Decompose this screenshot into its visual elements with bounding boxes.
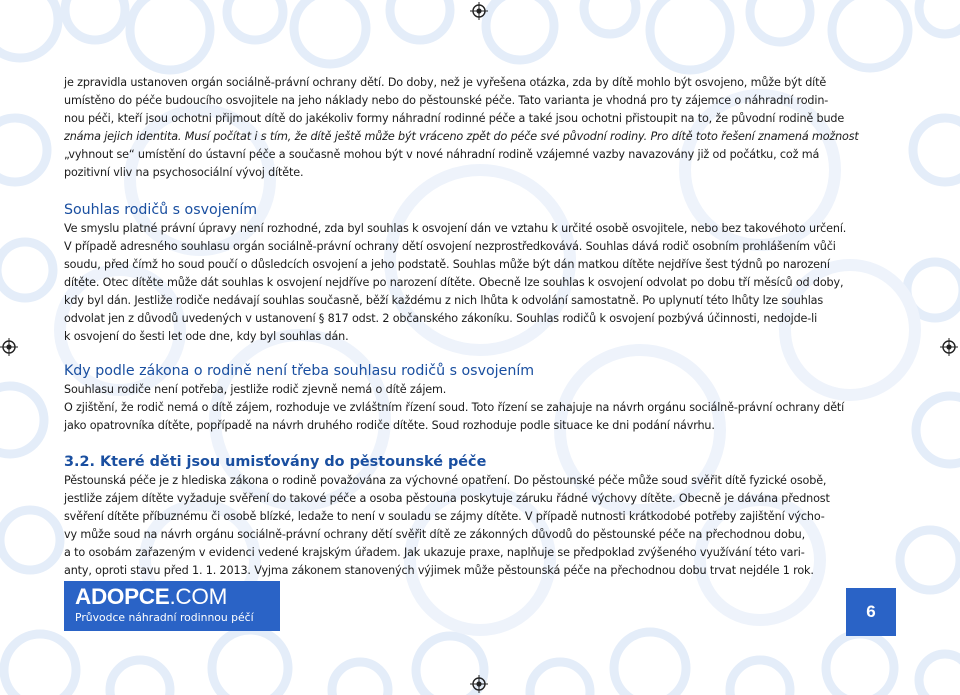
text-line: kdy byl dán. Jestliže rodiče nedávají souhlas současně, běží každému z nich lhůta k odvolání samostatně. Po uplynutí této lhůty lze souhlas	[64, 294, 824, 307]
logo-subtitle: Průvodce náhradní rodinnou péčí	[75, 611, 254, 624]
page-number: 6	[846, 588, 896, 636]
text-line: pozitivní vliv na psychosociální vývoj dítěte.	[64, 166, 304, 179]
text-line: k osvojení do šesti let ode dne, kdy byl souhlas dán.	[64, 330, 349, 343]
text-line: známa jejich identita. Musí počítat i s tím, že dítě ještě může být vráceno zpět do péče své původní rodiny. Pro dítě toto řešení znamená možnost	[64, 130, 859, 143]
text-line: nou péči, kteří jsou ochotni přijmout dítě do jakékoliv formy náhradní rodinné péče a také jsou ochotni přistoupit na to, že původní rodině bude	[64, 112, 845, 125]
logo-brand-bold: ADOPCE	[75, 584, 170, 609]
text-line: jestliže zájem dítěte vyžaduje svěření do takové péče a osoba pěstouna poskytuje záruku řádné výchovy dítěte. Obecně je dávána přednost	[64, 492, 830, 505]
text-line: Pěstounská péče je z hlediska zákona o rodině považována za výchovné opatření. Do pěstounské péče může soud svěřit dítě fyzické osobě,	[64, 474, 827, 487]
section-heading-no-consent: Kdy podle zákona o rodině není třeba souhlasu rodičů s osvojením	[64, 363, 535, 379]
intro-paragraph	[64, 74, 896, 182]
text-line: umístěno do péče budoucího osvojitele na jeho náklady nebo do pěstounské péče. Tato varianta je vhodná pro ty zájemce o náhradní rodin-	[64, 94, 829, 107]
registration-mark-icon	[940, 338, 958, 356]
registration-mark-icon	[470, 2, 488, 20]
text-line: „vyhnout se“ umístění do ústavní péče a současně mohou být v nové náhradní rodině vzájemné vazby navazovány již od počátku, což má	[64, 148, 820, 161]
section-no-consent-text	[64, 381, 896, 435]
document-body	[64, 74, 896, 580]
footer-logo	[64, 581, 280, 631]
text-line: O zjištění, že rodič nemá o dítě zájem, rozhoduje ve zvláštním řízení soud. Toto řízení se zahajuje na návrh orgánu sociálně-právní ochrany dětí	[64, 401, 845, 414]
section-heading-foster-care: 3.2. Které děti jsou umisťovány do pěstounské péče	[64, 454, 487, 470]
text-line: soudu, před čímž ho soud poučí o důsledcích osvojení a jeho podstatě. Souhlas může být dán matkou dítěte nejdříve šest týdnů po narození	[64, 258, 830, 271]
text-line: a to osobám zařazeným v evidenci vedené krajským úřadem. Jak ukazuje praxe, naplňuje se předpoklad zvýšeného využívání této vari-	[64, 546, 805, 559]
logo-brand-suffix: .COM	[169, 584, 228, 609]
text-line: je zpravidla ustanoven orgán sociálně-právní ochrany dětí. Do doby, než je vyřešena otázka, zda by dítě mohlo být osvojeno, může být dítě	[64, 76, 827, 89]
text-line: jako opatrovníka dítěte, popřípadě na návrh druhého rodiče dítěte. Soud rozhoduje podle situace ke dni podání návrhu.	[64, 419, 715, 432]
section-heading-consent: Souhlas rodičů s osvojením	[64, 202, 258, 218]
registration-mark-icon	[470, 675, 488, 693]
section-foster-care-text	[64, 472, 896, 580]
text-line: Ve smyslu platné právní úpravy není rozhodné, zda byl souhlas k osvojení dán ve vztahu k určité osobě osvojitele, nebo bez takovéhoto určení.	[64, 222, 847, 235]
text-line: Souhlasu rodiče není potřeba, jestliže rodič zjevně nemá o dítě zájem.	[64, 383, 447, 396]
text-line: dítěte. Otec dítěte může dát souhlas k osvojení nejdříve po narození dítěte. Obecně lze souhlas k osvojení odvolat po dobu tří měsíců od doby,	[64, 276, 844, 289]
text-line: V případě adresného souhlasu orgán sociálně-právní ochrany dětí osvojení nezprostředkovává. Souhlas dává rodič osobním prohlášením vůči	[64, 240, 836, 253]
text-line: anty, oproti stavu před 1. 1. 2013. Vyjma zákonem stanovených výjimek může pěstounská péče na přechodnou dobu trvat nejdéle 1 rok.	[64, 564, 814, 577]
logo-brand	[75, 583, 227, 611]
text-line: svěření dítěte příbuznému či osobě blízké, ledaže to není v souladu se zájmy dítěte. V případě nutnosti krátkodobé potřeby zajištění výcho-	[64, 510, 825, 523]
registration-mark-icon	[0, 338, 18, 356]
text-line: vy může soud na návrh orgánu sociálně-právní ochrany dětí svěřit dítě ze zákonných důvodů do pěstounské péče na přechodnou dobu,	[64, 528, 806, 541]
section-consent-text	[64, 220, 896, 346]
text-line: odvolat jen z důvodů uvedených v ustanovení § 817 odst. 2 občanského zákoníku. Souhlas rodičů k osvojení pozbývá účinnosti, nedojde-li	[64, 312, 818, 325]
